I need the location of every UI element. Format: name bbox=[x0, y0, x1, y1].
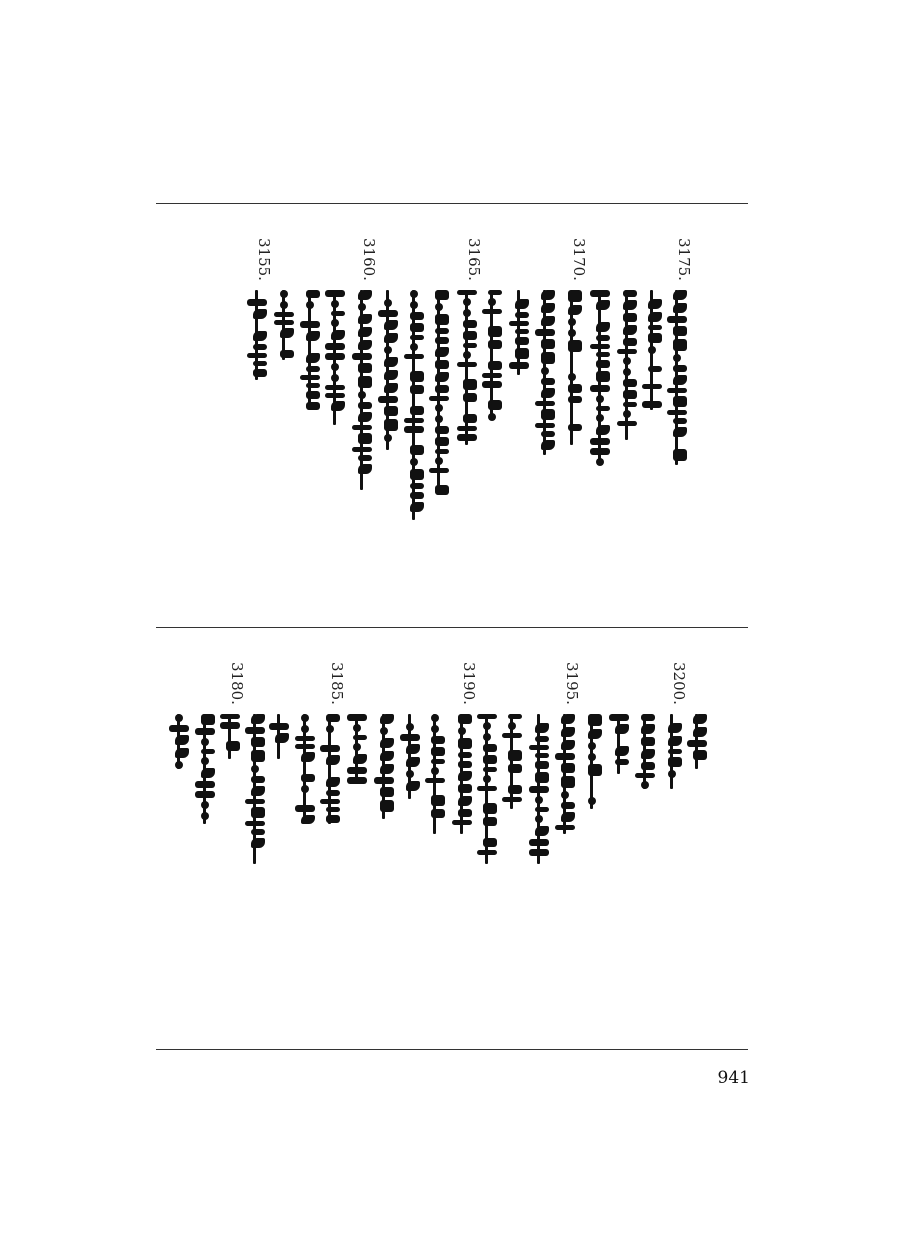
line-number: 3175. bbox=[675, 238, 693, 281]
upper-verse-block bbox=[150, 238, 750, 618]
line-number: 3200. bbox=[670, 662, 688, 705]
mongolian-script-line bbox=[452, 290, 482, 610]
lower-verse-block bbox=[150, 662, 750, 1042]
line-number: 3170. bbox=[570, 238, 588, 281]
page-number: 941 bbox=[717, 1068, 750, 1088]
line-number: 3160. bbox=[360, 238, 378, 281]
bottom-rule bbox=[156, 1049, 748, 1050]
line-number: 3180. bbox=[228, 662, 246, 705]
top-rule bbox=[156, 203, 748, 204]
verse-column bbox=[162, 662, 196, 1042]
line-number bbox=[162, 662, 196, 714]
mongolian-script-line bbox=[242, 290, 272, 610]
line-number: 3155. bbox=[255, 238, 273, 281]
mongolian-script-line bbox=[585, 290, 615, 610]
line-number: 3190. bbox=[460, 662, 478, 705]
mongolian-script-line bbox=[164, 714, 194, 1034]
verse-column bbox=[240, 238, 274, 618]
line-number: 3195. bbox=[563, 662, 581, 705]
line-number: 3165. bbox=[465, 238, 483, 281]
middle-rule bbox=[156, 627, 748, 628]
line-number: 3185. bbox=[328, 662, 346, 705]
